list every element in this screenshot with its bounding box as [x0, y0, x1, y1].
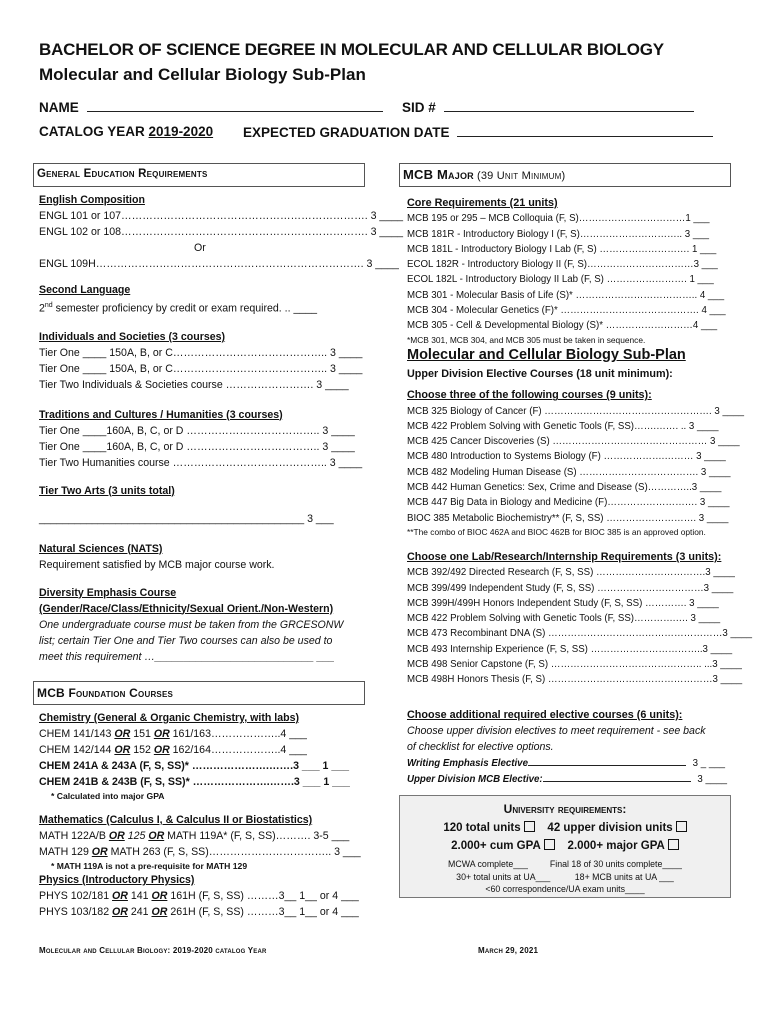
choose-three-row-3: MCB 425 Cancer Discoveries (S) ………………………………………… 3 ____ [407, 436, 740, 448]
core-note: *MCB 301, MCB 304, and MCB 305 must be taken in sequence. [407, 334, 646, 345]
math-row-1: MATH 122A/B OR 125 OR MATH 119A* (F, S, SS)………. 3-5 ___ [39, 830, 350, 842]
major-gpa-label: 2.000+ major GPA [567, 840, 665, 852]
document-title: BACHELOR OF SCIENCE DEGREE IN MOLECULAR AND CELLULAR BIOLOGY [39, 40, 664, 59]
language-row-num: 2 [39, 302, 45, 315]
total-units-label: 120 total units [443, 822, 521, 834]
core-row-6: MCB 301 - Molecular Basis of Life (S)* ……………………………….. 4 ___ [407, 289, 725, 301]
upper-mcb-units: 3 ____ [697, 774, 727, 786]
sid-input-line[interactable] [444, 99, 694, 112]
university-requirements-box [399, 795, 731, 898]
choose-three-row-4: MCB 480 Introduction to Systems Biology (F) ……………….……… 3 ____ [407, 451, 726, 463]
gen-ed-section-title: General Education Requirements [37, 168, 208, 180]
lab-row-7: MCB 498 Senior Capstone (F, S) ……………………………………….. ...3 ____ [407, 659, 742, 671]
indiv-row-2: Tier One ____ 150A, B, or C…………………………………….. 3 ____ [39, 362, 363, 375]
mcwa-label: MCWA complete___ [448, 859, 528, 869]
foundation-section-title: MCB Foundation Courses [37, 686, 174, 700]
arts-heading: Tier Two Arts (3 units total) [39, 484, 175, 497]
expected-graduation-label: EXPECTED GRADUATION DATE [243, 125, 450, 140]
name-field-row [39, 99, 383, 115]
gen-ed-column [39, 192, 403, 665]
mcb-major-title-wrap [403, 167, 565, 182]
indiv-heading: Individuals and Societies (3 courses) [39, 330, 226, 343]
language-row [39, 298, 369, 317]
core-heading: Core Requirements (21 units) [407, 197, 558, 209]
core-row-5: ECOL 182L - Introductory Biology II Lab (F, S) ……………………. 1 ___ [407, 274, 714, 286]
lab-row-2: MCB 399/499 Independent Study (F, S, SS) ……………………………3 ____ [407, 582, 734, 594]
mcb-major-section-header [399, 163, 731, 187]
catalog-year-value: 2019-2020 [148, 124, 214, 139]
language-heading: Second Language [39, 284, 131, 296]
additional-text-2: of checklist for elective options. [407, 740, 554, 753]
arts-row: _____________________________________________ 3 ___ [39, 512, 334, 525]
additional-heading: Choose additional required elective courses (6 units): [407, 708, 683, 721]
chem-note: * Calculated into major GPA [51, 791, 165, 801]
choose-three-row-6: MCB 442 Human Genetics: Sex, Crime and Disease (S)…………..3 ____ [407, 482, 722, 494]
math-note: * MATH 119A is not a pre-requisite for MATH 129 [51, 861, 248, 871]
trad-row-3: Tier Two Humanities course …………………………………….. 3 ____ [39, 456, 363, 469]
upper-division-heading: Upper Division Elective Courses (18 unit minimum): [407, 368, 673, 380]
writing-emphasis-line[interactable] [528, 755, 686, 766]
footer-left: Molecular and Cellular Biology: 2019-2020 catalog Year [39, 946, 267, 955]
university-row-2 [400, 839, 730, 852]
footer-date: March 29, 2021 [478, 946, 539, 955]
writing-emphasis-row [407, 755, 732, 771]
foundation-section-header [33, 681, 365, 705]
nats-heading: Natural Sciences (NATS) [39, 542, 163, 555]
indiv-row-1: Tier One ____ 150A, B, or C…………………………………….. 3 ____ [39, 346, 363, 359]
lab-row-4: MCB 422 Problem Solving with Genetic Tools (F, SS)………….…. 3 ____ [407, 613, 721, 625]
lab-heading: Choose one Lab/Research/Internship Requirements (3 units): [407, 550, 722, 563]
catalog-year-row [39, 124, 213, 139]
choose-three-row-5: MCB 482 Modeling Human Disease (S) ………………………………. 3 ____ [407, 466, 731, 478]
subplan-column [407, 367, 753, 788]
upper-mcb-label: Upper Division MCB Elective: [407, 774, 543, 786]
chem-row-4: CHEM 241B & 243B (F, S, SS)* ………………….…….3 ___ 1 ___ [39, 776, 350, 788]
language-row-text: semester proficiency by credit or exam required. .. ____ [52, 302, 318, 315]
foundation-column [39, 710, 369, 920]
university-row-3 [400, 859, 730, 869]
phys-row-1: PHYS 102/181 OR 141 OR 161H (F, S, SS) ………3__ 1__ or 4 ___ [39, 890, 359, 902]
lab-row-3: MCB 399H/499H Honors Independent Study (F, S, SS) …………. 3 ____ [407, 597, 719, 609]
upper-division-units-label: 42 upper division units [547, 822, 673, 834]
expected-graduation-row [243, 124, 713, 140]
mcb-major-column [407, 196, 732, 346]
lab-row-6: MCB 493 Internship Experience (F, S, SS) ……………………………..3 ____ [407, 643, 733, 655]
math-row-2: MATH 129 OR MATH 263 (F, S, SS)…………………………….. 3 ___ [39, 846, 361, 858]
sid-field-row [402, 99, 694, 115]
choose-three-row-2: MCB 422 Problem Solving with Genetic Tools (F, SS)…….……. .. 3 ____ [407, 420, 719, 432]
diversity-text-3: meet this requirement …___________________________ ___ [39, 650, 335, 663]
trad-heading: Traditions and Cultures / Humanities (3 courses) [39, 408, 283, 421]
language-row-sup: nd [44, 302, 53, 309]
trad-row-2: Tier One ____160A, B, C, or D ……………………………….. 3 ____ [39, 440, 355, 453]
trad-row-1: Tier One ____160A, B, C, or D ……………………………….. 3 ____ [39, 424, 355, 437]
chem-heading: Chemistry (General & Organic Chemistry, with labs) [39, 712, 300, 724]
catalog-year-label: CATALOG YEAR [39, 124, 145, 139]
english-row-2: ENGL 102 or 108……………………………………………………………. 3 ____ [39, 226, 403, 238]
cum-gpa-checkbox[interactable] [544, 839, 555, 850]
university-row-1 [400, 821, 730, 834]
diversity-heading-2: (Gender/Race/Class/Ethnicity/Sexual Orient./Non-Western) [39, 602, 334, 615]
university-title: University requirements: [503, 802, 627, 816]
chem-row-1: CHEM 141/143 OR 151 OR 161/163………………..4 ___ [39, 728, 307, 740]
core-row-2: MCB 181R - Introductory Biology I (F, S)………………………….. 3 ___ [407, 228, 710, 240]
choose-three-row-1: MCB 325 Biology of Cancer (F) ……………………………………………. 3 ____ [407, 405, 744, 417]
chem-row-3: CHEM 241A & 243A (F, S, SS)* ………………….…….3 ___ 1 ___ [39, 760, 350, 772]
core-row-8: MCB 305 - Cell & Developmental Biology (S)* ………………………4 ___ [407, 320, 718, 332]
core-row-1: MCB 195 or 295 – MCB Colloquia (F, S)……………………………1 ___ [407, 213, 710, 225]
english-or: Or [194, 242, 206, 254]
ua-units-label: 30+ total units at UA___ [456, 872, 551, 882]
nats-row: Requirement satisfied by MCB major course work. [39, 558, 275, 571]
chem-row-2: CHEM 142/144 OR 152 OR 162/164………………..4 ___ [39, 744, 307, 756]
mcb-ua-units-label: 18+ MCB units at UA ___ [574, 872, 674, 882]
choose-three-heading: Choose three of the following courses (9 units): [407, 389, 652, 402]
additional-text-1: Choose upper division electives to meet requirement - see back [407, 724, 706, 737]
mcb-major-title: MCB Major [403, 167, 474, 182]
major-gpa-checkbox[interactable] [668, 839, 679, 850]
university-row-4 [400, 872, 730, 882]
upper-mcb-row [407, 771, 732, 787]
indiv-row-3: Tier Two Individuals & Societies course ……………………. 3 ____ [39, 378, 349, 391]
name-input-line[interactable] [87, 99, 383, 112]
diversity-text-1: One undergraduate course must be taken from the GRCESONW [39, 618, 344, 631]
lab-row-8: MCB 498H Honors Thesis (F, S) ……………………………………………3 ____ [407, 674, 743, 686]
english-row-alt: ENGL 109H…………………………………………………………………. 3 ____ [39, 258, 399, 270]
choose-three-note: **The combo of BIOC 462A and BIOC 462B for BIOC 385 is an approved option. [407, 526, 706, 537]
english-row-1: ENGL 101 or 107……………………………………………………………. 3 ____ [39, 210, 403, 222]
writing-emphasis-label: Writing Emphasis Elective [407, 757, 528, 769]
core-row-7: MCB 304 - Molecular Genetics (F)* ……………………………………. 4 ___ [407, 305, 726, 317]
choose-three-row-7: MCB 447 Big Data in Biology and Medicine (F)………………………. 3 ____ [407, 497, 730, 509]
lab-row-5: MCB 473 Recombinant DNA (S) ………………………………………………3 ____ [407, 628, 753, 640]
total-units-checkbox[interactable] [524, 821, 535, 832]
sid-label: SID # [402, 100, 436, 115]
final-units-label: Final 18 of 30 units complete____ [549, 859, 682, 869]
core-row-3: MCB 181L - Introductory Biology I Lab (F, S) ………………………. 1 ___ [407, 243, 717, 255]
phys-row-2: PHYS 103/182 OR 241 OR 261H (F, S, SS) ………3__ 1__ or 4 ___ [39, 906, 359, 918]
name-label: NAME [39, 100, 79, 115]
math-heading: Mathematics (Calculus I, & Calculus II or Biostatistics) [39, 814, 313, 826]
upper-division-units-checkbox[interactable] [676, 821, 687, 832]
cum-gpa-label: 2.000+ cum GPA [451, 840, 541, 852]
mcb-major-units: (39 Unit Minimum) [476, 170, 566, 182]
subplan-title: Molecular and Cellular Biology Sub-Plan [407, 347, 686, 363]
upper-mcb-line[interactable] [543, 771, 691, 782]
english-heading: English Composition [39, 194, 145, 206]
lab-row-1: MCB 392/492 Directed Research (F, S, SS) …………………………….3 ____ [407, 567, 735, 579]
diversity-heading: Diversity Emphasis Course [39, 586, 177, 599]
expected-graduation-input-line[interactable] [457, 124, 713, 137]
document-subtitle: Molecular and Cellular Biology Sub-Plan [39, 65, 366, 84]
gen-ed-section-header [33, 163, 365, 187]
university-row-5: <60 correspondence/UA exam units____ [485, 884, 645, 894]
diversity-text-2: list; certain Tier One and Tier Two courses can also be used to [39, 634, 333, 647]
writing-emphasis-units: 3 _ ___ [692, 757, 725, 769]
core-row-4: ECOL 182R - Introductory Biology II (F, S)……………………………3 ___ [407, 259, 718, 271]
choose-three-row-8: BIOC 385 Metabolic Biochemistry** (F, S, SS) ………………………. 3 ____ [407, 512, 729, 524]
phys-heading: Physics (Introductory Physics) [39, 874, 195, 886]
